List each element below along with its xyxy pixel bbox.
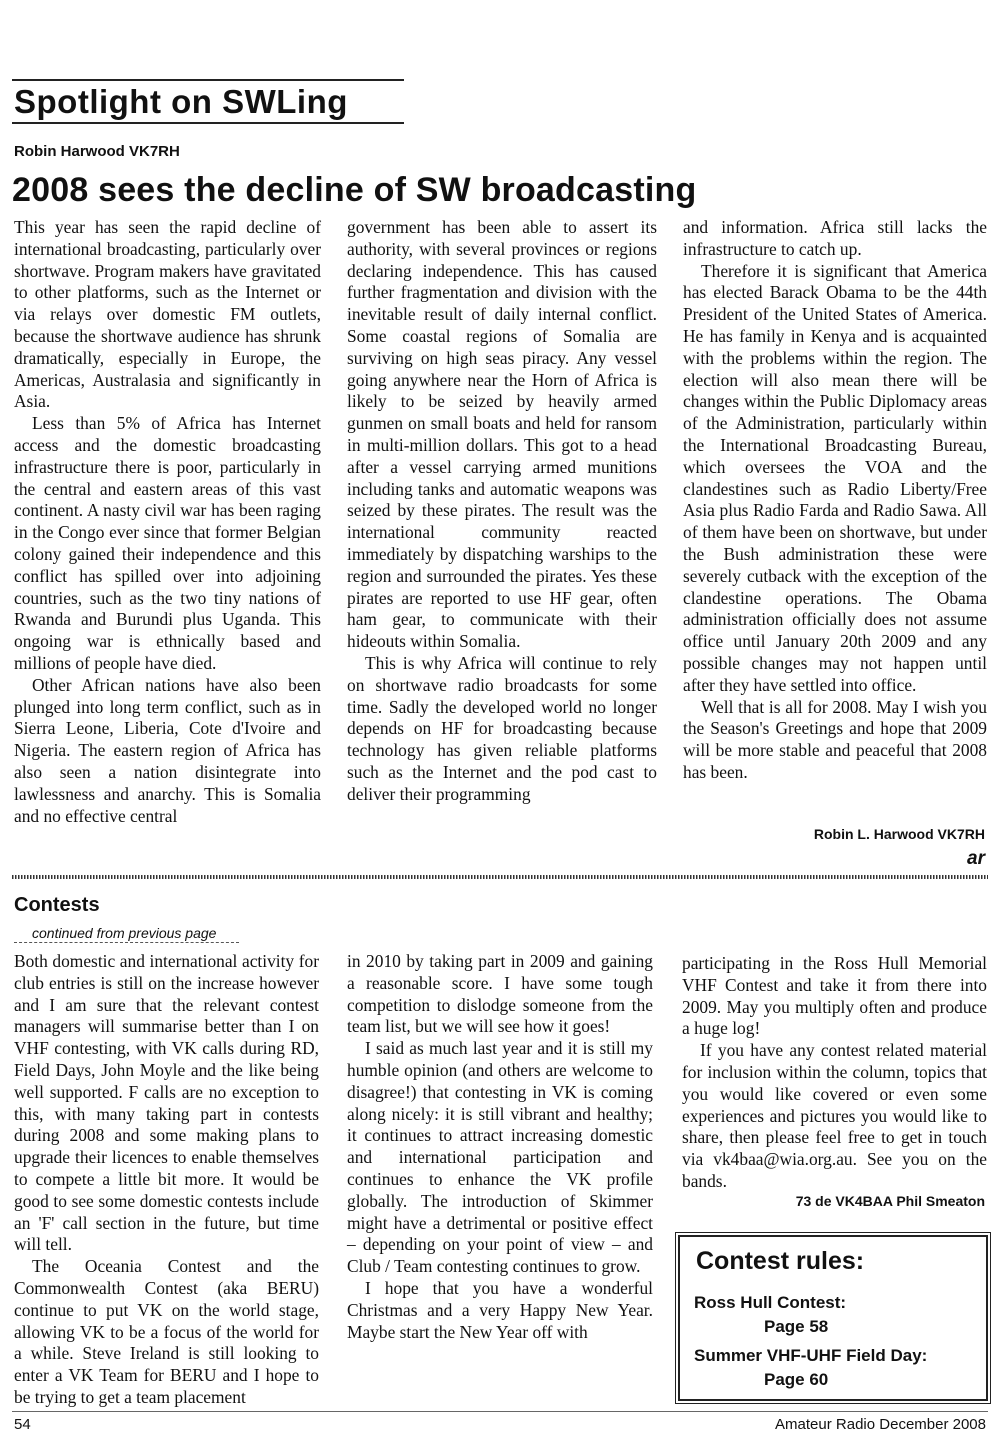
article-column-1	[14, 217, 321, 827]
end-mark: ar	[967, 848, 985, 869]
contests-column-3	[682, 953, 987, 1193]
rules-item-name: Summer VHF-UHF Field Day:	[694, 1346, 928, 1365]
paragraph: government has been able to assert its authority, with several provinces or regions declaring independence. This has caused further fragmentation and division with the inevitable result of daily internal conflict. Some coastal regions of Somalia are surviving on high seas piracy. Any vessel going anywhere near the Horn of Africa is likely to be seized by heavily armed gunmen on small boats and held for ransom in multi-million dollars. This got to a head after a vessel carrying armed munitions including tanks and automatic weapons was seized by these pirates. The result was the international community reacted immediately by dispatching warships to the region and surrounded the pirates. Yes these pirates are reported to use HF gear, often ham gear, to communicate with their hideouts within Somalia.	[347, 217, 657, 652]
article-column-2	[347, 217, 657, 806]
paragraph: The Oceania Contest and the Commonwealth Contest (aka BERU) continue to put VK on the world stage, allowing VK to be a focus of the world for a while. Steve Ireland is still looking to enter a VK Team for BERU and I hope to be trying to get a team placement	[14, 1256, 319, 1407]
paragraph: participating in the Ross Hull Memorial VHF Contest and take it from there into 2009. May you multiply often and produce a huge log!	[682, 953, 987, 1039]
contests-column-2	[347, 951, 653, 1343]
byline: Robin Harwood VK7RH	[14, 143, 180, 160]
rules-heading: Contest rules:	[696, 1247, 865, 1275]
rules-item-page: Page 60	[764, 1370, 829, 1389]
section-divider	[12, 875, 988, 879]
contest-rules-box	[678, 1235, 988, 1401]
paragraph: This is why Africa will continue to rely on shortwave radio broadcasts for some time. Sadly the developed world no longer depends on HF for broadcasting because technology has given reliable platforms such as the Internet and the pod cast to deliver their programming	[347, 652, 657, 804]
paragraph: Well that is all for 2008. May I wish you the Season's Greetings and hope that 2009 will be more stable and peaceful that 2008 has been.	[683, 696, 987, 782]
paragraph: Therefore it is significant that America has elected Barack Obama to be the 44th President of the United States of America. He has family in Kenya and is acquainted with the problems within the region. The election will also mean there will be changes within the Public Diplomacy areas of the Administration, particularly within the International Broadcasting Bureau, which oversees the VOA and the clandestines such as Radio Liberty/Free Asia plus Radio Farda and Radio Sawa. All of them have been on shortwave, but under the Bush administration these were severely cutback with the exception of the clandestine operations. The Obama administration officially does not assume office until January 20th 2009 and any possible changes may not happen until after they have settled into office.	[683, 260, 987, 695]
paragraph: Other African nations have also been plunged into long term conflict, such as in Sierra Leone, Liberia, Cote d'Ivoire and Nigeria. The eastern region of Africa has also seen a nation disintegrate into lawlessness and anarchy. This is Somalia and no effective central	[14, 674, 321, 826]
paragraph: I hope that you have a wonderful Christmas and a very Happy New Year. Maybe start the New Year off with	[347, 1277, 653, 1342]
top-rule	[12, 79, 404, 81]
paragraph: in 2010 by taking part in 2009 and gaining a reasonable score. I have some tough competition to dislodge someone from the team list, but we will see how it goes!	[347, 951, 653, 1037]
article-headline: 2008 sees the decline of SW broadcasting	[12, 171, 697, 209]
article-column-3	[683, 217, 987, 784]
contests-title: Contests	[14, 894, 100, 916]
paragraph: and information. Africa still lacks the infrastructure to catch up.	[683, 217, 987, 259]
continued-underline	[14, 942, 239, 943]
contests-signature: 73 de VK4BAA Phil Smeaton	[795, 1193, 985, 1209]
article-signature: Robin L. Harwood VK7RH	[813, 826, 985, 842]
magazine-issue: Amateur Radio December 2008	[775, 1416, 986, 1433]
paragraph: I said as much last year and it is still my humble opinion (and others are welcome to disagree!) that contesting in VK is coming along nicely: it is still vibrant and healthy; it continues to attract increasing domestic and international participation and continues to enhance the VK profile globally. The introduction of Skimmer might have a detrimental or positive effect – depending on your point of view – and Club / Team contesting continues to grow.	[347, 1038, 653, 1277]
rules-item-page: Page 58	[764, 1317, 829, 1336]
paragraph: Both domestic and international activity for club entries is still on the increase however and I am sure that the relevant contest managers will summarise better than I on VHF contesting, with VK calls during RD, Field Days, John Moyle and the like being well supported. F calls are no exception to this, with many taking part in contests during 2008 and some making plans to upgrade their licences to enable themselves to compete a little bit more. It would be good to see some domestic contests include an 'F' call section in the future, but time will tell.	[14, 951, 319, 1255]
title-underline	[12, 122, 404, 124]
section-title: Spotlight on SWLing	[14, 83, 348, 120]
contests-column-1	[14, 951, 319, 1409]
page-number: 54	[14, 1416, 31, 1433]
footer-rule	[12, 1411, 988, 1412]
rules-item-name: Ross Hull Contest:	[694, 1293, 847, 1312]
continued-note: continued from previous page	[32, 925, 217, 941]
paragraph: Less than 5% of Africa has Internet access and the domestic broadcasting infrastructure there is poor, particularly in the central and eastern areas of this vast continent. A nasty civil war has been raging in the Congo ever since that former Belgian colony gained their independence and this conflict has spilled over into adjoining countries, such as the two tiny nations of Rwanda and Burundi plus Uganda. This ongoing war is ethnically based and millions of people have died.	[14, 413, 321, 673]
paragraph: This year has seen the rapid decline of international broadcasting, particularly over shortwave. Program makers have gravitated to other platforms, such as the Internet or via relays over domestic FM outlets, because the shortwave audience has shrunk dramatically, especially in Europe, the Americas, Australasia and significantly in Asia.	[14, 217, 321, 412]
paragraph: If you have any contest related material for inclusion within the column, topics that you would like covered or even some experiences and pictures you would like to share, then please feel free to get in touch via vk4baa@wia.org.au. See you on the bands.	[682, 1040, 987, 1191]
